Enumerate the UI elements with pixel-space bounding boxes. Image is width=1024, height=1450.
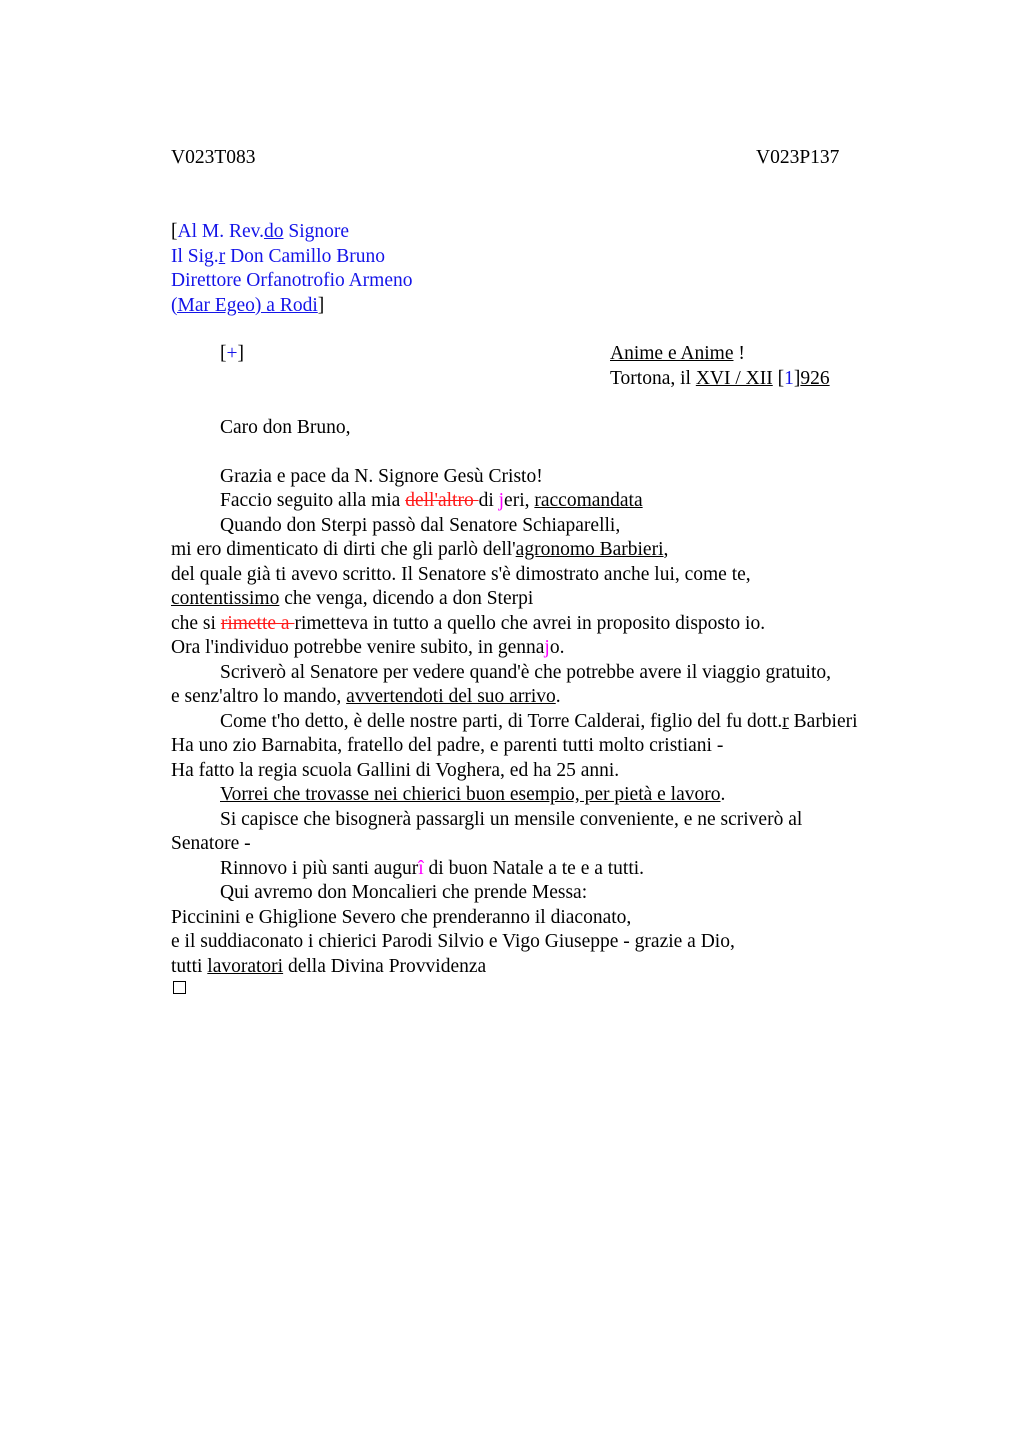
body-line: Ha uno zio Barnabita, fratello del padre, e parenti tutti molto cristiani - — [171, 735, 724, 756]
address-line-4: (Mar Egeo) a Rodi] — [171, 294, 325, 316]
body-line: contentissimo che venga, dicendo a don Sterpi — [171, 588, 534, 609]
body-line: che si rimette a rimetteva in tutto a quello che avrei in proposito disposto io. — [171, 612, 766, 634]
body-line: Ora l'individuo potrebbe venire subito, in gennajo. — [171, 637, 565, 658]
body-line: mi ero dimenticato di dirti che gli parlò dell'agronomo Barbieri, — [171, 539, 669, 560]
address-line-3: Direttore Orfanotrofio Armeno — [171, 270, 413, 291]
body-line: Senatore - — [171, 833, 251, 854]
address-line-2: Il Sig.r Don Camillo Bruno — [171, 245, 385, 267]
body-line: tutti lavoratori della Divina Provvidenza — [171, 955, 487, 977]
body-line: del quale già ti avevo scritto. Il Senatore s'è dimostrato anche lui, come te, — [171, 563, 751, 585]
salutation: Caro don Bruno, — [220, 416, 351, 438]
body-line: e senz'altro lo mando, avvertendoti del suo arrivo. — [171, 686, 561, 707]
body-line: e il suddiaconato i chierici Parodi Silvio e Vigo Giuseppe - grazie a Dio, — [171, 931, 735, 952]
body-line: Ha fatto la regia scuola Gallini di Voghera, ed ha 25 anni. — [171, 759, 620, 781]
body-line: Come t'ho detto, è delle nostre parti, di Torre Calderai, figlio del fu dott.r Barbieri — [220, 710, 858, 732]
body-line: Qui avremo don Moncalieri che prende Messa: — [220, 882, 588, 903]
document-code-right: V023P137 — [756, 147, 840, 168]
address-line-1: [Al M. Rev.do Signore — [171, 221, 350, 242]
body-line: Piccinini e Ghiglione Severo che prenderanno il diaconato, — [171, 906, 632, 928]
motto: Anime e Anime ! — [610, 343, 745, 364]
body-line: Si capisce che bisognerà passargli un mensile conveniente, e ne scriverò al — [220, 808, 803, 830]
document-code-left: V023T083 — [171, 147, 256, 168]
body-line: Rinnovo i più santi augurî di buon Natale a te e a tutti. — [220, 857, 645, 879]
body-line: Scriverò al Senatore per vedere quand'è che potrebbe avere il viaggio gratuito, — [220, 661, 832, 683]
body-line: Grazia e pace da N. Signore Gesù Cristo! — [220, 465, 543, 487]
body-line: Faccio seguito alla mia dell'altro di jeri, raccomandata — [220, 490, 643, 511]
end-of-text-box-icon — [173, 981, 186, 994]
dateline: Tortona, il XVI / XII [1]926 — [610, 367, 830, 389]
body-line: Quando don Sterpi passò dal Senatore Schiaparelli, — [220, 514, 621, 536]
cross-mark: [+] — [220, 343, 244, 364]
body-line: Vorrei che trovasse nei chierici buon esempio, per pietà e lavoro. — [220, 784, 726, 805]
